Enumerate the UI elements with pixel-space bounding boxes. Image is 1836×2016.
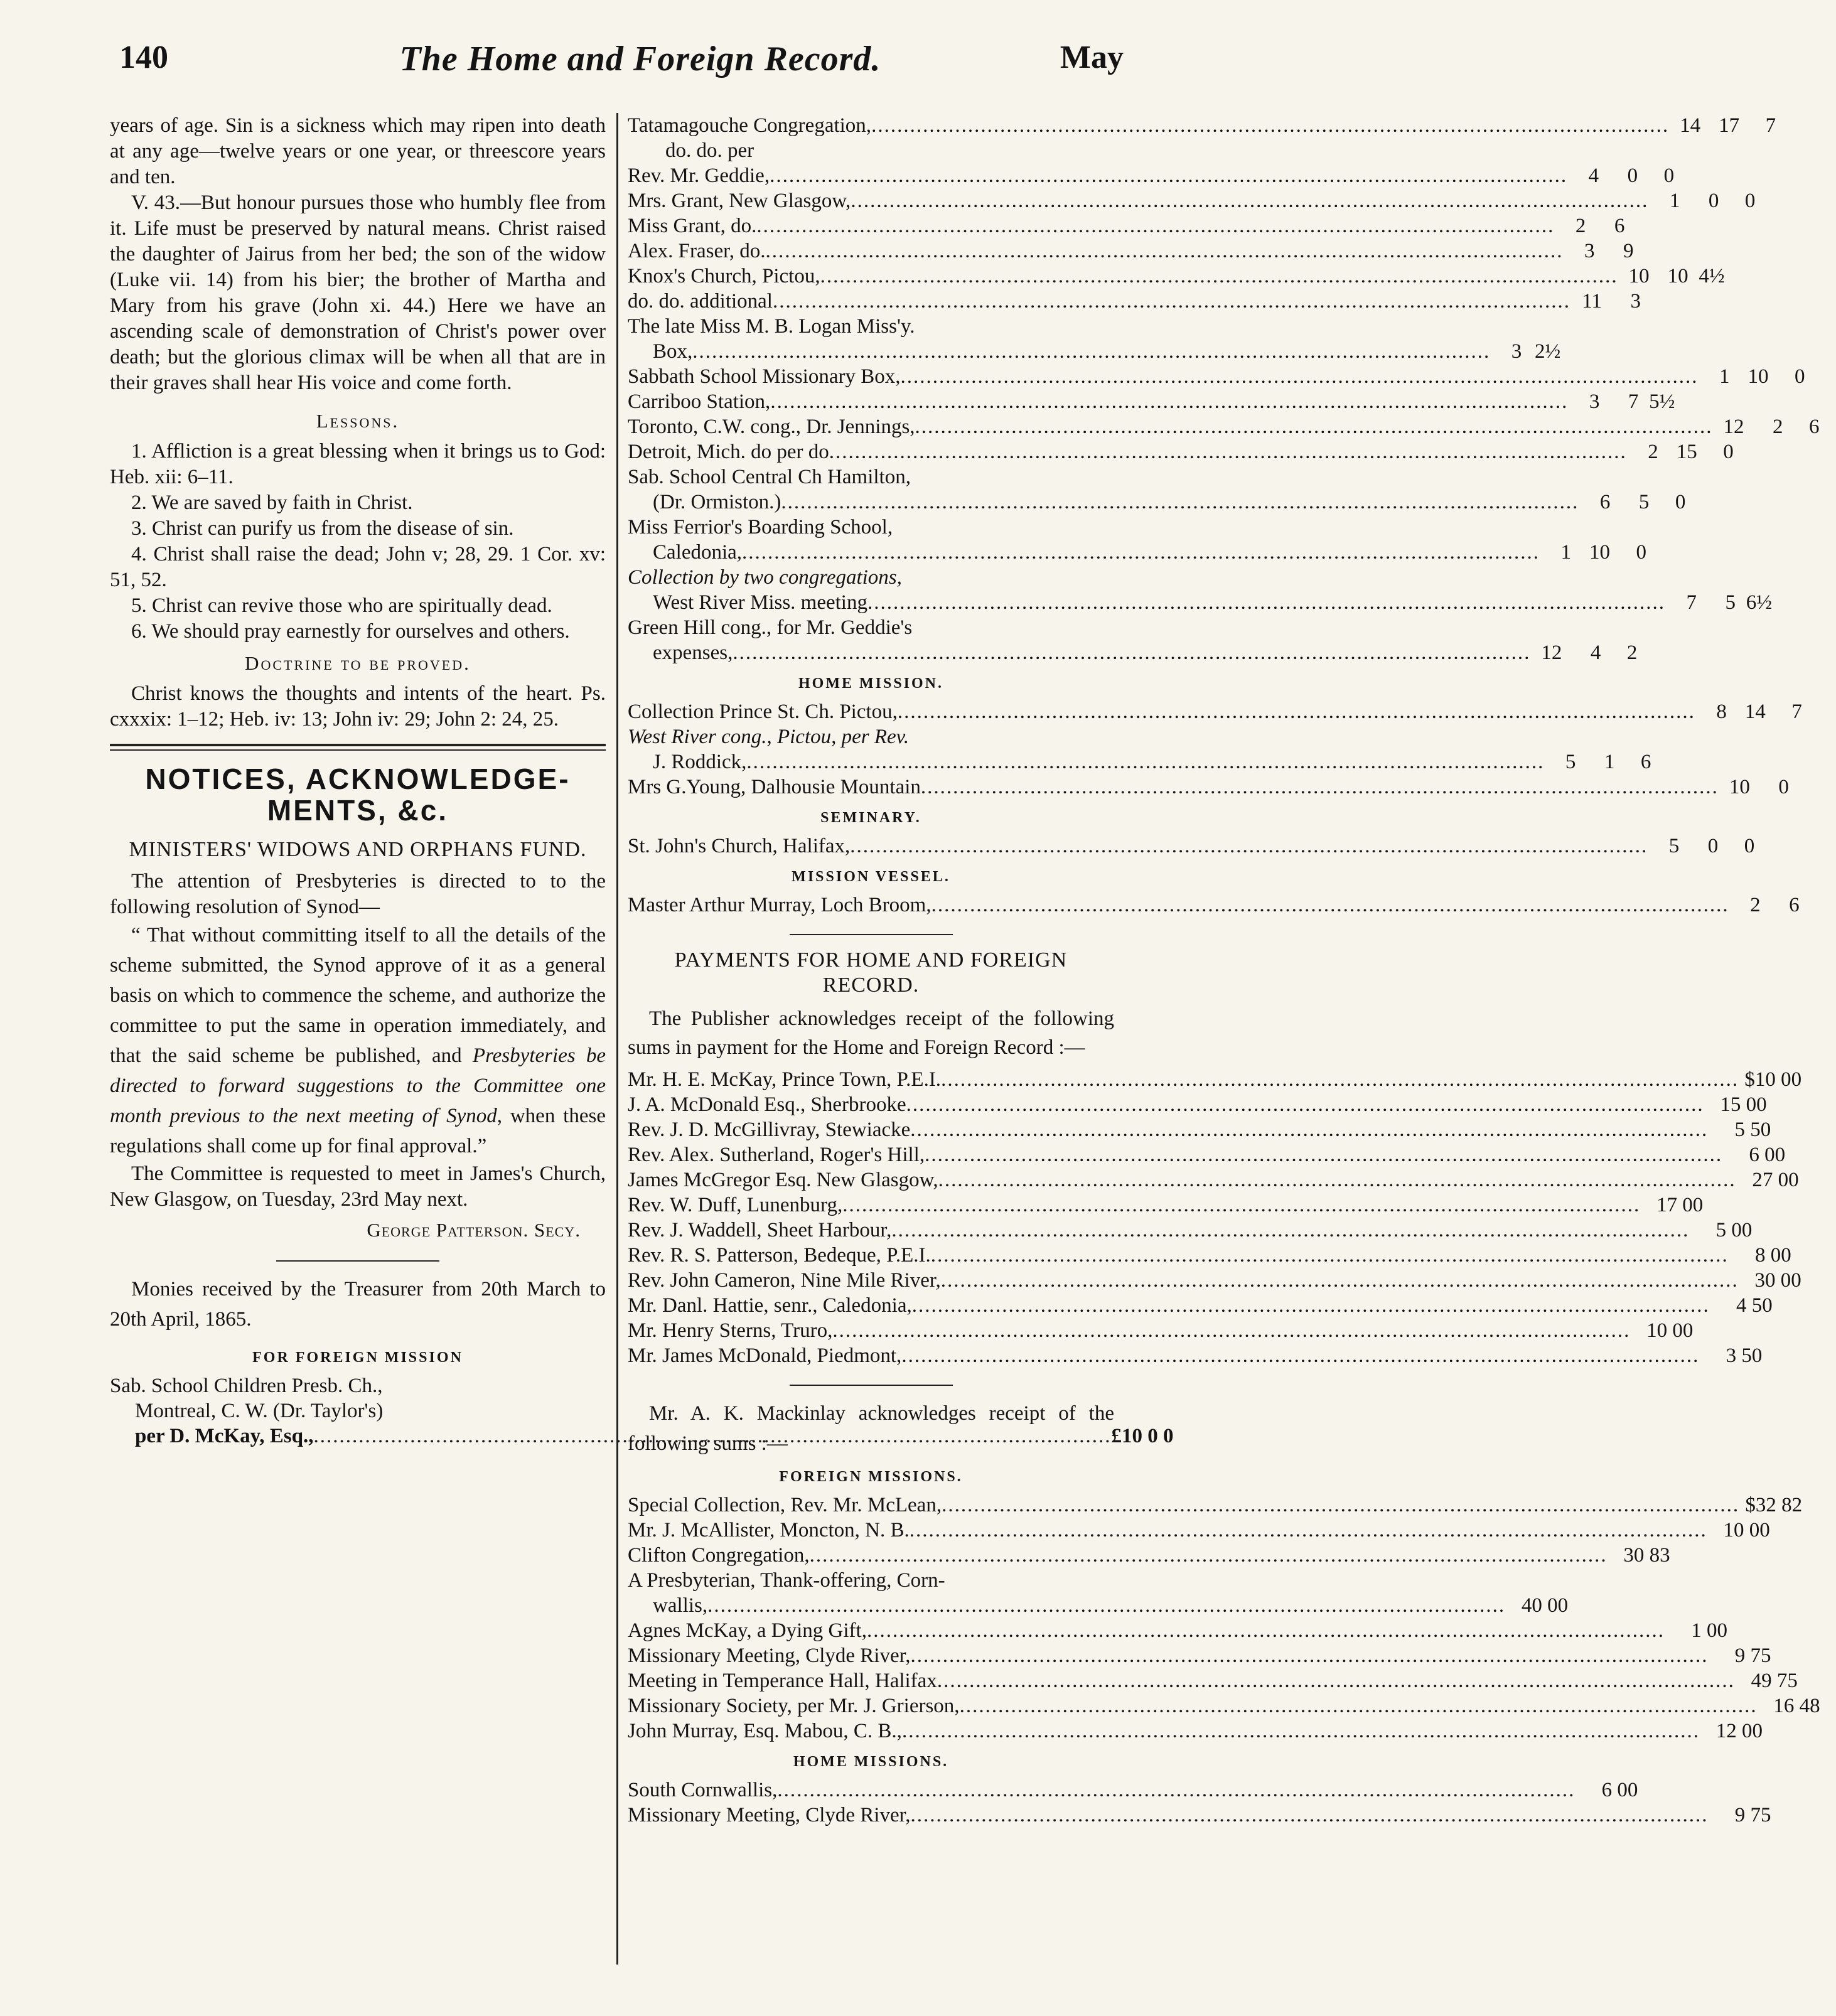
foreign-missions-heading: FOREIGN MISSIONS. (779, 1469, 963, 1485)
lessons-list (110, 439, 606, 645)
payment-row (628, 1693, 1820, 1718)
amount-shillings: 1 (1604, 751, 1615, 773)
amount-shillings: 0 (1708, 190, 1719, 212)
payment-name: Rev. John Cameron, Nine Mile River, (628, 1269, 941, 1292)
ledger-row (628, 163, 1675, 188)
ledger-row (628, 113, 1776, 138)
payment-name: James McGregor Esq. New Glasgow, (628, 1169, 938, 1191)
ledger-row (628, 749, 1651, 775)
payment-amount: 27 00 (1752, 1169, 1799, 1191)
leader-dots (829, 439, 1627, 464)
sab-school-line3 (110, 1424, 1174, 1449)
payment-name: Agnes McKay, a Dying Gift, (628, 1619, 867, 1642)
lessons-heading: Lessons. (316, 410, 400, 432)
ledger-name: Master Arthur Murray, Loch Broom, (628, 894, 931, 916)
amount-pence: 0 (1723, 441, 1734, 463)
amount-pence (1634, 239, 1670, 264)
amount-shillings: 6 (1789, 894, 1800, 916)
amount-pence: 0 (1744, 835, 1755, 857)
amount-pounds: 4 (1588, 164, 1599, 187)
leader-dots (842, 1193, 1640, 1218)
leader-dots (871, 113, 1669, 138)
leader-dots (777, 1777, 1575, 1803)
payment-row (628, 1343, 1763, 1368)
leader-dots (851, 188, 1648, 213)
ledger-row (628, 414, 1820, 439)
section-rule (790, 934, 953, 935)
payment-amount: 5 50 (1734, 1118, 1771, 1141)
payment-amount: 10 00 (1646, 1319, 1694, 1342)
journal-title: The Home and Foreign Record. (399, 40, 881, 78)
ledger-row (628, 640, 1638, 665)
foreign-mission-heading: FOR FOREIGN MISSION (252, 1349, 463, 1366)
amount-pounds: 5 (1668, 835, 1680, 857)
payment-amount: 12 00 (1715, 1720, 1763, 1742)
amount-pounds: 3 (1589, 390, 1600, 413)
payment-amount: $32 82 (1745, 1494, 1803, 1516)
sab-school-line2: Montreal, C. W. (Dr. Taylor's) (135, 1400, 384, 1422)
leader-dots (756, 213, 1554, 239)
payment-amount: 30 00 (1754, 1269, 1801, 1292)
leader-dots (910, 1518, 1707, 1543)
leader-dots (931, 893, 1729, 918)
lesson-item: 2. We are saved by faith in Christ. (131, 491, 413, 514)
payment-row (628, 1668, 1798, 1693)
ledger-name: (Dr. Ormiston.) (653, 491, 781, 513)
payment-row (628, 1643, 1771, 1668)
amount-shillings: 3 (1630, 290, 1641, 313)
column-divider (616, 113, 618, 1965)
payment-row (628, 1218, 1753, 1243)
amount-pence (1800, 893, 1836, 918)
amount-pence (1624, 213, 1661, 239)
amount-shillings: 2½ (1535, 340, 1561, 363)
amount-pounds: 14 (1680, 114, 1701, 137)
leader-dots (911, 1803, 1709, 1828)
ledger-name: Mrs. Grant, New Glasgow, (628, 190, 851, 212)
ledger-name: Rev. Mr. Geddie, (628, 164, 770, 187)
payment-amount: 5 00 (1715, 1219, 1753, 1241)
payment-amount: 10 00 (1723, 1519, 1770, 1541)
notices-heading: NOTICES, ACKNOWLEDGE-MENTS, &c. (145, 763, 571, 827)
payment-row (628, 1243, 1791, 1268)
payment-row (628, 1618, 1727, 1643)
page-header (119, 39, 1124, 89)
payment-row (628, 1167, 1799, 1193)
amount-pounds: 6 (1599, 491, 1611, 513)
payment-row (628, 1092, 1767, 1117)
foreign-missions-list (628, 1493, 1820, 1744)
ledger-line: Collection by two congregations, (628, 566, 902, 589)
ledger-name: J. Roddick, (653, 751, 747, 773)
seminary-heading: SEMINARY. (820, 810, 921, 826)
lesson-item: 6. We should pray earnestly for ourselves and others. (131, 620, 570, 643)
leader-dots (925, 1142, 1722, 1167)
amount-pounds: 3 (1584, 240, 1595, 262)
ledger-name: St. John's Church, Halifax, (628, 835, 851, 857)
payments-list (628, 1067, 1802, 1368)
ledger-row (628, 893, 1800, 918)
ledger-row (628, 264, 1725, 289)
leader-dots (941, 1268, 1739, 1293)
leader-dots (915, 414, 1713, 439)
payment-row (628, 1718, 1763, 1744)
ledger-line: Sab. School Central Ch Hamilton, (628, 466, 911, 488)
amount-shillings: 10 (1589, 541, 1611, 564)
sab-school-line1: Sab. School Children Presb. Ch., (110, 1375, 383, 1397)
payment-name: John Murray, Esq. Mabou, C. B., (628, 1720, 902, 1742)
payment-name: Mr. Henry Sterns, Truro, (628, 1319, 833, 1342)
leader-dots (910, 1117, 1708, 1142)
amount-pence: 6½ (1746, 591, 1772, 614)
leader-dots (766, 239, 1564, 264)
payment-row (628, 1593, 1569, 1618)
ledger-row (628, 699, 1802, 724)
mission-vessel-list (628, 893, 1800, 918)
amount-pence: 0 (1636, 541, 1647, 564)
payment-line: A Presbyterian, Thank-offering, Corn- (628, 1569, 945, 1592)
payment-row (628, 1777, 1638, 1803)
ledger-name: Caledonia, (653, 541, 743, 564)
leader-dots (770, 163, 1567, 188)
leader-dots (921, 775, 1719, 800)
payment-row (628, 1193, 1704, 1218)
ledger-name: West River Miss. meeting (653, 591, 867, 614)
payment-row (628, 1318, 1694, 1343)
amount-shillings: 5 (1638, 491, 1650, 513)
ledger-name: Collection Prince St. Ch. Pictou, (628, 700, 898, 723)
payment-row (628, 1543, 1670, 1568)
treasurer-list (628, 113, 1820, 665)
amount-shillings: 7 (1628, 390, 1639, 413)
amount-shillings: 2 (1773, 416, 1783, 438)
double-rule (110, 744, 606, 751)
sab-school-amount: £10 0 0 (1111, 1425, 1174, 1447)
amount-shillings: 10 (1667, 265, 1688, 287)
amount-pounds: 2 (1575, 215, 1586, 237)
lesson-item: 5. Christ can revive those who are spiritually dead. (131, 594, 552, 617)
amount-pounds: 11 (1582, 290, 1602, 313)
home-mission-list (628, 699, 1802, 800)
amount-pounds: 1 (1719, 365, 1730, 388)
leader-dots (937, 1668, 1735, 1693)
month-label: May (1060, 40, 1124, 75)
lesson-item: 1. Affliction is a great blessing when it brings us to God: Heb. xii: 6–11. (110, 440, 606, 488)
ledger-name: Box, (653, 340, 693, 363)
payment-row (628, 1518, 1770, 1543)
amount-shillings: 9 (1623, 240, 1634, 262)
payment-name: South Cornwallis, (628, 1779, 778, 1801)
amount-pence: 0 (1663, 164, 1675, 187)
payment-amount: 16 48 (1773, 1695, 1820, 1717)
payment-row (628, 1493, 1803, 1518)
ledger-row (628, 540, 1647, 565)
ledger-row (628, 289, 1641, 314)
payment-name: Rev. J. D. McGillivray, Stewiacke (628, 1118, 911, 1141)
amount-pounds: 12 (1723, 416, 1744, 438)
ledger-row (628, 213, 1625, 239)
amount-pounds: 12 (1541, 641, 1562, 664)
leader-dots (942, 1493, 1739, 1518)
amount-pounds: 10 (1729, 776, 1750, 798)
payments-intro: The Publisher acknowledges receipt of the following sums in payment for the Home and Foreign Record :— (628, 1007, 1114, 1059)
doctrine-text: Christ knows the thoughts and intents of the heart. Ps. cxxxix: 1–12; Heb. iv: 13; John iv: 29; John 2: 24, 25. (110, 682, 606, 731)
leader-dots (832, 1318, 1630, 1343)
widows-intro: The attention of Presbyteries is directed to to the following resolution of Synod— (110, 870, 606, 918)
payment-name: wallis, (653, 1594, 708, 1617)
payment-amount: 40 00 (1521, 1594, 1569, 1617)
amount-shillings: 0 (1627, 164, 1638, 187)
ledger-name: Detroit, Mich. do per do (628, 441, 829, 463)
payment-amount: 49 75 (1751, 1670, 1798, 1692)
ledger-name: Sabbath School Missionary Box, (628, 365, 901, 388)
leader-dots (931, 1243, 1729, 1268)
ledger-row (628, 239, 1634, 264)
payment-row (628, 1142, 1786, 1167)
payment-name: Rev. W. Duff, Lunenburg, (628, 1194, 843, 1216)
ledger-row (628, 188, 1756, 213)
leader-dots (820, 264, 1618, 289)
ledger-name: Carriboo Station, (628, 390, 771, 413)
amount-pounds: 1 (1669, 190, 1680, 212)
italic-phrase: Presbyteries be directed to forward suggestions to the Committee one month previous to the next meeting of Synod (110, 1044, 606, 1127)
amount-shillings: 0 (1778, 776, 1789, 798)
payment-name: Mr. H. E. McKay, Prince Town, P.E.I. (628, 1068, 942, 1091)
leader-dots (746, 749, 1544, 775)
amount-pence (1789, 775, 1825, 800)
home-missions-heading: HOME MISSIONS. (793, 1754, 949, 1770)
committee-notice: The Committee is requested to meet in James's Church, New Glasgow, on Tuesday, 23rd May next. (110, 1162, 606, 1211)
seminary-list (628, 834, 1755, 859)
amount-pounds: 3 (1511, 340, 1522, 363)
amount-shillings: 14 (1744, 700, 1766, 723)
page-number: 140 (119, 40, 168, 75)
lesson-item: 4. Christ shall raise the dead; John v; 28, 29. 1 Cor. xv: 51, 52. (110, 543, 606, 591)
payment-amount: 8 00 (1755, 1244, 1791, 1267)
amount-pounds: 1 (1560, 541, 1572, 564)
leader-dots (770, 389, 1568, 414)
leader-dots (850, 834, 1648, 859)
payment-amount: 6 00 (1601, 1779, 1638, 1801)
payment-row (628, 1067, 1802, 1092)
payment-name: Missionary Meeting, Clyde River, (628, 1804, 911, 1826)
leader-dots (773, 289, 1570, 314)
amount-pence: 2 (1626, 641, 1638, 664)
leader-dots (941, 1067, 1739, 1092)
monies-received: Monies received by the Treasurer from 20th March to 20th April, 1865. (110, 1278, 606, 1331)
amount-pence (1641, 289, 1677, 314)
leader-dots (707, 1593, 1505, 1618)
ledger-name: do. do. additional (628, 290, 773, 313)
payment-amount: $10 00 (1744, 1068, 1802, 1091)
leader-dots (891, 1218, 1689, 1243)
leader-dots (733, 640, 1530, 665)
payment-amount: 9 75 (1734, 1644, 1771, 1667)
home-mission-heading: HOME MISSION. (798, 675, 944, 692)
payment-row (628, 1803, 1771, 1828)
amount-pence: 4½ (1699, 265, 1725, 287)
payment-row (628, 1268, 1801, 1293)
amount-pence: 7 (1791, 700, 1802, 723)
ledger-name: expenses, (653, 641, 733, 664)
doctrine-heading: Doctrine to be proved. (245, 652, 471, 674)
amount-pounds: 5 (1565, 751, 1576, 773)
paragraph-sin: years of age. Sin is a sickness which may ripen into death at any age—twelve years or one year, or threescore years and ten. (110, 114, 606, 188)
leader-dots (867, 1618, 1665, 1643)
amount-pence: 0 (1795, 365, 1805, 388)
payment-name: Meeting in Temperance Hall, Halifax (628, 1670, 937, 1692)
payment-row (628, 1293, 1773, 1318)
leader-dots (692, 339, 1490, 364)
leader-dots (901, 1343, 1699, 1368)
section-rule (276, 1260, 439, 1262)
mackinlay-intro: Mr. A. K. Mackinlay acknowledges receipt of the following sums :— (628, 1402, 1114, 1455)
ledger-row (628, 364, 1805, 389)
amount-pence: 7 (1765, 114, 1776, 137)
payment-name: Rev. J. Waddell, Sheet Harbour, (628, 1219, 892, 1241)
leader-dots (901, 364, 1699, 389)
payments-heading: PAYMENTS FOR HOME AND FOREIGN RECORD. (674, 948, 1068, 997)
payment-amount: 9 75 (1734, 1804, 1771, 1826)
amount-pounds: 7 (1686, 591, 1697, 614)
ledger-row (628, 439, 1734, 464)
ledger-name: Knox's Church, Pictou, (628, 265, 820, 287)
amount-shillings: 17 (1719, 114, 1740, 137)
amount-pence: 5½ (1649, 390, 1675, 413)
ledger-name: Toronto, C.W. cong., Dr. Jennings, (628, 416, 915, 438)
ledger-line: West River cong., Pictou, per Rev. (628, 726, 910, 748)
payment-name: Rev. Alex. Sutherland, Roger's Hill, (628, 1144, 925, 1166)
amount-pounds: 10 (1628, 265, 1650, 287)
amount-shillings: 15 (1676, 441, 1697, 463)
leader-dots (906, 1092, 1704, 1117)
payment-row (628, 1117, 1771, 1142)
amount-shillings: 0 (1707, 835, 1719, 857)
amount-pence: 6 (1640, 751, 1651, 773)
ledger-line: The late Miss M. B. Logan Miss'y. (628, 315, 915, 338)
signature: George Patterson. Secy. (367, 1219, 581, 1241)
lesson-item: 3. Christ can purify us from the disease of sin. (131, 517, 514, 540)
payment-name: Missionary Society, per Mr. J. Grierson, (628, 1695, 960, 1717)
ledger-line: do. do. per (665, 139, 754, 162)
ledger-name: Mrs G.Young, Dalhousie Mountain (628, 776, 921, 798)
home-missions-list (628, 1777, 1771, 1828)
payment-name: Special Collection, Rev. Mr. McLean, (628, 1494, 942, 1516)
amount-pence: 0 (1744, 190, 1756, 212)
ledger-row (628, 775, 1789, 800)
payment-name: J. A. McDonald Esq., Sherbrooke (628, 1093, 906, 1116)
paragraph-verse-43: V. 43.—But honour pursues those who humbly flee from it. Life must be preserved by natural means. Christ raised the daughter of Jairus from her bed; the son of the widow (Luke vii. 14) from his bier; the brother of Martha and Mary from his grave (John xi. 44.) Here we have an ascending scale of demonstration of Christ's power over death; but the glorious climax will be when all that are in their graves shall hear His voice and come forth. (110, 191, 606, 394)
payment-name: Mr. J. McAllister, Moncton, N. B. (628, 1519, 910, 1541)
widows-fund-heading: MINISTERS' WIDOWS AND ORPHANS FUND. (129, 838, 587, 861)
payment-amount: 3 50 (1726, 1344, 1763, 1367)
amount-pence (1560, 339, 1597, 364)
widows-resolution: “ That without committing itself to all the details of the scheme submitted, the Synod approve of it as a general basis on which to commence the scheme, and authorize the committee to put the same in operation immediately, and that the said scheme be published, and Presbyteries be directed to forward suggestions to the Committee one month previous to the next meeting of Synod, when these regulations shall come up for final approval.” (110, 924, 606, 1157)
payment-name: Missionary Meeting, Clyde River, (628, 1644, 911, 1667)
amount-pence: 0 (1675, 491, 1686, 513)
payment-amount: 4 50 (1736, 1294, 1773, 1317)
payment-name: Clifton Congregation, (628, 1544, 810, 1567)
sab-school-payer: per D. McKay, Esq., (135, 1425, 314, 1447)
amount-pounds: 2 (1750, 894, 1761, 916)
amount-pence: 6 (1809, 416, 1820, 438)
ledger-row (628, 339, 1561, 364)
amount-pounds: 8 (1716, 700, 1727, 723)
payment-amount: 17 00 (1656, 1194, 1704, 1216)
leader-dots (960, 1693, 1758, 1718)
ledger-name: Tatamagouche Congregation, (628, 114, 872, 137)
leader-dots (911, 1643, 1709, 1668)
payment-amount: 1 00 (1691, 1619, 1727, 1642)
ledger-row (628, 590, 1772, 615)
payment-name: Mr. Danl. Hattie, senr., Caledonia, (628, 1294, 912, 1317)
ledger-name: Alex. Fraser, do. (628, 240, 766, 262)
amount-pounds: 2 (1648, 441, 1658, 463)
amount-shillings: 4 (1590, 641, 1601, 664)
leader-dots (867, 590, 1665, 615)
leader-dots (898, 699, 1695, 724)
amount-shillings: 6 (1614, 215, 1625, 237)
leader-dots (912, 1293, 1710, 1318)
payment-amount: 15 00 (1720, 1093, 1767, 1116)
mission-vessel-heading: MISSION VESSEL. (792, 869, 950, 885)
amount-shillings: 5 (1725, 591, 1736, 614)
ledger-name: Miss Grant, do. (628, 215, 757, 237)
ledger-row (628, 389, 1675, 414)
ledger-row (628, 490, 1686, 515)
payment-amount: 6 00 (1749, 1144, 1786, 1166)
leader-dots (781, 490, 1579, 515)
payment-name: Mr. James McDonald, Piedmont, (628, 1344, 902, 1367)
leader-dots (742, 540, 1540, 565)
amount-shillings: 10 (1747, 365, 1769, 388)
right-column (628, 113, 1820, 1828)
ledger-line: Miss Ferrior's Boarding School, (628, 516, 893, 539)
leader-dots (902, 1718, 1700, 1744)
ledger-row (628, 834, 1755, 859)
payment-amount: 30 83 (1623, 1544, 1670, 1567)
payment-name: Rev. R. S. Patterson, Bedeque, P.E.I. (628, 1244, 931, 1267)
leader-dots (938, 1167, 1736, 1193)
leader-dots (810, 1543, 1608, 1568)
ledger-line: Green Hill cong., for Mr. Geddie's (628, 616, 913, 639)
section-rule (790, 1385, 953, 1386)
